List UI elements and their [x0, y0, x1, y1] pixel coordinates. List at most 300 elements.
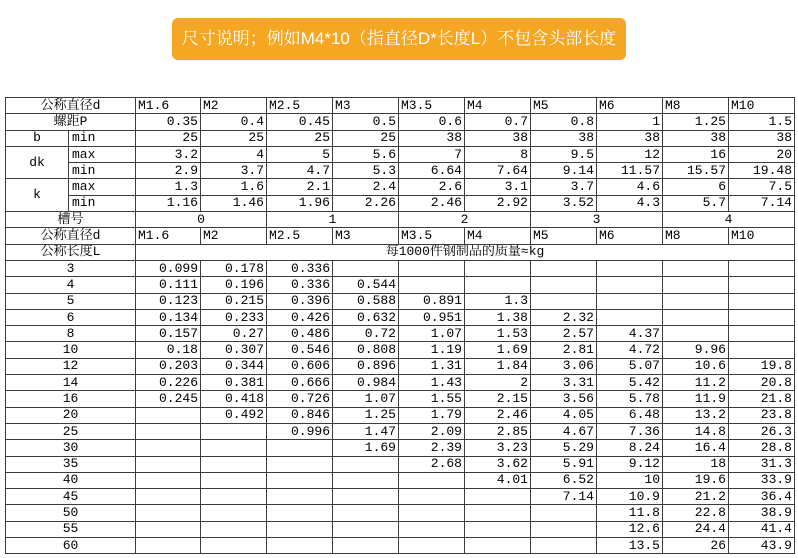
- b-min-value: 25: [136, 130, 201, 146]
- length-value: 10: [6, 342, 136, 358]
- weight-value: 1.43: [399, 375, 465, 391]
- b-min-value: 25: [267, 130, 333, 146]
- k-min-value: 4.3: [597, 195, 663, 211]
- weight-value: [531, 505, 597, 521]
- k-min-value: 2.92: [465, 195, 531, 211]
- pitch-value: 0.4: [201, 114, 267, 130]
- weight-value: 1.69: [333, 440, 399, 456]
- weight-value: 0.27: [201, 326, 267, 342]
- dk-max-value: 5: [267, 146, 333, 162]
- weight-value: 5.07: [597, 358, 663, 374]
- weight-row: [6, 358, 795, 374]
- length-value: 6: [6, 309, 136, 325]
- weight-value: 31.3: [729, 456, 795, 472]
- weight-value: 0.123: [136, 293, 201, 309]
- weight-value: 0.178: [201, 260, 267, 276]
- weight-value: [729, 342, 795, 358]
- size-note-banner: [172, 18, 626, 60]
- b-min-value: 38: [465, 130, 531, 146]
- dk-max-value: 7: [399, 146, 465, 162]
- weight-value: [136, 423, 201, 439]
- slot-number: 1: [267, 212, 399, 228]
- weight-value: [399, 472, 465, 488]
- weight-value: 10.9: [597, 489, 663, 505]
- weight-value: [136, 538, 201, 554]
- dk-max-value: 20: [729, 146, 795, 162]
- length-value: 60: [6, 538, 136, 554]
- slot-label: 槽号: [6, 212, 136, 228]
- weight-value: 28.8: [729, 440, 795, 456]
- weight-value: [267, 440, 333, 456]
- weight-value: 0.984: [333, 375, 399, 391]
- weight-value: [333, 456, 399, 472]
- weight-value: 10: [597, 472, 663, 488]
- weight-value: [399, 521, 465, 537]
- weight-value: 0.492: [201, 407, 267, 423]
- b-min-value: 25: [201, 130, 267, 146]
- dk-min-value: 3.7: [201, 163, 267, 179]
- weight-value: [531, 521, 597, 537]
- weight-row: [6, 326, 795, 342]
- weight-value: 0.726: [267, 391, 333, 407]
- weight-value: [531, 277, 597, 293]
- weight-value: 0.896: [333, 358, 399, 374]
- length-value: 20: [6, 407, 136, 423]
- diameter-header-row-2: [6, 228, 795, 244]
- dk-min-value: 7.64: [465, 163, 531, 179]
- weight-row: [6, 407, 795, 423]
- weight-value: 3.62: [465, 456, 531, 472]
- weight-value: 5.78: [597, 391, 663, 407]
- weight-value: 21.8: [729, 391, 795, 407]
- weight-row: [6, 472, 795, 488]
- weight-value: 7.14: [531, 489, 597, 505]
- weight-row: [6, 521, 795, 537]
- b-min-value: 25: [333, 130, 399, 146]
- weight-value: 3.56: [531, 391, 597, 407]
- dk-min-value: 5.3: [333, 163, 399, 179]
- size-label: M4: [465, 228, 531, 244]
- k-min-value: 2.26: [333, 195, 399, 211]
- weight-value: 19.6: [663, 472, 729, 488]
- weight-row: [6, 309, 795, 325]
- weight-value: [597, 309, 663, 325]
- weight-value: 0.486: [267, 326, 333, 342]
- weight-value: [597, 260, 663, 276]
- weight-value: [201, 505, 267, 521]
- dk-min-value: 15.57: [663, 163, 729, 179]
- weight-value: [267, 456, 333, 472]
- size-label: M2: [201, 228, 267, 244]
- size-label: M5: [531, 228, 597, 244]
- weight-value: 2.81: [531, 342, 597, 358]
- weight-value: 2.68: [399, 456, 465, 472]
- weight-value: [399, 505, 465, 521]
- k-max-value: 1.6: [201, 179, 267, 195]
- size-label: M2: [201, 98, 267, 114]
- dk-max-row: [6, 146, 795, 162]
- length-value: 40: [6, 472, 136, 488]
- weight-value: 22.8: [663, 505, 729, 521]
- b-min-value: 38: [729, 130, 795, 146]
- weight-value: 1.25: [333, 407, 399, 423]
- weight-value: 13.2: [663, 407, 729, 423]
- length-value: 45: [6, 489, 136, 505]
- dk-min-row: [6, 163, 795, 179]
- weight-value: [201, 521, 267, 537]
- dk-max-value: 3.2: [136, 146, 201, 162]
- weight-value: 1.55: [399, 391, 465, 407]
- size-label: M8: [663, 228, 729, 244]
- weight-value: [663, 260, 729, 276]
- size-label: M6: [597, 228, 663, 244]
- k-min-label: min: [69, 195, 136, 211]
- weight-value: 23.8: [729, 407, 795, 423]
- weight-value: [136, 407, 201, 423]
- k-min-value: 7.14: [729, 195, 795, 211]
- weight-value: 1.19: [399, 342, 465, 358]
- weight-value: 6.52: [531, 472, 597, 488]
- b-min-row: [6, 130, 795, 146]
- weight-row: [6, 293, 795, 309]
- weight-value: 0.245: [136, 391, 201, 407]
- weight-value: [399, 277, 465, 293]
- weight-value: [201, 489, 267, 505]
- size-label: M5: [531, 98, 597, 114]
- length-value: 3: [6, 260, 136, 276]
- weight-row: [6, 538, 795, 554]
- weight-value: 0.336: [267, 260, 333, 276]
- k-max-value: 2.6: [399, 179, 465, 195]
- size-label: M1.6: [136, 98, 201, 114]
- weight-value: 1.3: [465, 293, 531, 309]
- weight-value: 11.9: [663, 391, 729, 407]
- k-max-row: [6, 179, 795, 195]
- k-max-value: 3.1: [465, 179, 531, 195]
- weight-value: [597, 293, 663, 309]
- weight-value: [267, 521, 333, 537]
- weight-value: 0.891: [399, 293, 465, 309]
- pitch-row: [6, 114, 795, 130]
- k-max-value: 4.6: [597, 179, 663, 195]
- weight-value: 41.4: [729, 521, 795, 537]
- weight-row: [6, 277, 795, 293]
- weight-value: 33.9: [729, 472, 795, 488]
- weight-value: 0.336: [267, 277, 333, 293]
- dk-min-value: 9.14: [531, 163, 597, 179]
- weight-value: [399, 489, 465, 505]
- dk-max-value: 12: [597, 146, 663, 162]
- weight-value: 19.8: [729, 358, 795, 374]
- weight-value: 13.5: [597, 538, 663, 554]
- weight-value: 0.396: [267, 293, 333, 309]
- weight-value: 3.06: [531, 358, 597, 374]
- b-min-value: 38: [399, 130, 465, 146]
- weight-value: 18: [663, 456, 729, 472]
- dk-min-value: 6.64: [399, 163, 465, 179]
- weight-value: [333, 260, 399, 276]
- weight-value: [465, 505, 531, 521]
- weight-value: 5.91: [531, 456, 597, 472]
- length-value: 50: [6, 505, 136, 521]
- pitch-value: 0.5: [333, 114, 399, 130]
- k-max-value: 7.5: [729, 179, 795, 195]
- weight-value: 16.4: [663, 440, 729, 456]
- length-value: 25: [6, 423, 136, 439]
- k-min-row: [6, 195, 795, 211]
- weight-value: 0.72: [333, 326, 399, 342]
- weight-value: [531, 293, 597, 309]
- slot-row: [6, 212, 795, 228]
- length-value: 35: [6, 456, 136, 472]
- k-min-value: 1.16: [136, 195, 201, 211]
- weight-value: 9.12: [597, 456, 663, 472]
- b-min-value: 38: [531, 130, 597, 146]
- dk-max-value: 5.6: [333, 146, 399, 162]
- weight-value: [663, 309, 729, 325]
- dk-max-value: 8: [465, 146, 531, 162]
- weight-value: [136, 505, 201, 521]
- weight-value: 2.46: [465, 407, 531, 423]
- weight-value: 2.32: [531, 309, 597, 325]
- weight-value: 3.31: [531, 375, 597, 391]
- weight-value: [465, 489, 531, 505]
- k-max-value: 2.1: [267, 179, 333, 195]
- size-label: M10: [729, 228, 795, 244]
- slot-number: 2: [399, 212, 531, 228]
- weight-value: 38.9: [729, 505, 795, 521]
- b-min-label: min: [69, 130, 136, 146]
- weight-value: [136, 440, 201, 456]
- weight-value: [267, 489, 333, 505]
- weight-value: 1.07: [399, 326, 465, 342]
- dk-label: dk: [6, 146, 69, 179]
- weight-value: 0.344: [201, 358, 267, 374]
- slot-number: 0: [136, 212, 267, 228]
- weight-value: [267, 538, 333, 554]
- weight-value: 2.15: [465, 391, 531, 407]
- weight-value: 0.606: [267, 358, 333, 374]
- weight-value: 0.381: [201, 375, 267, 391]
- weight-value: [531, 538, 597, 554]
- k-min-value: 5.7: [663, 195, 729, 211]
- weight-value: 0.588: [333, 293, 399, 309]
- weight-value: [465, 277, 531, 293]
- weight-value: [201, 456, 267, 472]
- weight-value: 0.632: [333, 309, 399, 325]
- weight-value: 24.4: [663, 521, 729, 537]
- size-label: M3.5: [399, 98, 465, 114]
- weight-value: 0.099: [136, 260, 201, 276]
- weight-value: [729, 277, 795, 293]
- pitch-value: 0.6: [399, 114, 465, 130]
- size-label: M10: [729, 98, 795, 114]
- weight-row: [6, 391, 795, 407]
- weight-value: 8.24: [597, 440, 663, 456]
- weight-value: 11.8: [597, 505, 663, 521]
- length-value: 55: [6, 521, 136, 537]
- dk-max-value: 4: [201, 146, 267, 162]
- dk-min-label: min: [69, 163, 136, 179]
- weight-value: 3.23: [465, 440, 531, 456]
- diameter-label: 公称直径d: [6, 228, 136, 244]
- size-note-text: 尺寸说明；例如M4*10（指直径D*长度L）不包含头部长度: [181, 29, 617, 48]
- k-max-value: 6: [663, 179, 729, 195]
- weight-value: 0.666: [267, 375, 333, 391]
- weight-value: 11.2: [663, 375, 729, 391]
- k-min-value: 1.96: [267, 195, 333, 211]
- weight-value: 0.996: [267, 423, 333, 439]
- slot-number: 3: [531, 212, 663, 228]
- weight-value: 12.6: [597, 521, 663, 537]
- size-label: M3: [333, 98, 399, 114]
- size-label: M3.5: [399, 228, 465, 244]
- size-label: M2.5: [267, 228, 333, 244]
- weight-value: [333, 505, 399, 521]
- weight-value: 0.134: [136, 309, 201, 325]
- weight-value: [201, 423, 267, 439]
- weight-value: 4.37: [597, 326, 663, 342]
- weight-row: [6, 375, 795, 391]
- weight-value: [729, 260, 795, 276]
- dk-max-value: 9.5: [531, 146, 597, 162]
- pitch-value: 0.35: [136, 114, 201, 130]
- weight-value: 2.85: [465, 423, 531, 439]
- weight-value: [399, 538, 465, 554]
- weight-value: [136, 489, 201, 505]
- weight-value: 4.67: [531, 423, 597, 439]
- weight-value: 5.42: [597, 375, 663, 391]
- k-min-value: 2.46: [399, 195, 465, 211]
- pitch-value: 1: [597, 114, 663, 130]
- size-label: M4: [465, 98, 531, 114]
- weight-value: [465, 521, 531, 537]
- weight-value: 0.18: [136, 342, 201, 358]
- weight-value: 0.418: [201, 391, 267, 407]
- size-label: M2.5: [267, 98, 333, 114]
- dk-max-label: max: [69, 146, 136, 162]
- weight-value: 2.57: [531, 326, 597, 342]
- length-header-row: [6, 244, 795, 260]
- weight-value: 0.215: [201, 293, 267, 309]
- size-label: M1.6: [136, 228, 201, 244]
- weight-value: 0.307: [201, 342, 267, 358]
- size-label: M6: [597, 98, 663, 114]
- weight-value: [333, 521, 399, 537]
- weight-value: 36.4: [729, 489, 795, 505]
- weight-value: [201, 472, 267, 488]
- weight-value: 0.196: [201, 277, 267, 293]
- weight-value: 1.31: [399, 358, 465, 374]
- weight-value: [663, 293, 729, 309]
- weight-value: 0.157: [136, 326, 201, 342]
- weight-value: 5.29: [531, 440, 597, 456]
- weight-value: [267, 472, 333, 488]
- weight-value: 26: [663, 538, 729, 554]
- weight-value: [136, 472, 201, 488]
- weight-value: 4.05: [531, 407, 597, 423]
- dk-min-value: 19.48: [729, 163, 795, 179]
- weight-value: [729, 309, 795, 325]
- weight-value: [267, 505, 333, 521]
- weight-value: [399, 260, 465, 276]
- weight-value: 0.426: [267, 309, 333, 325]
- weight-row: [6, 423, 795, 439]
- k-max-value: 3.7: [531, 179, 597, 195]
- b-label: b: [6, 130, 69, 146]
- weight-value: 0.111: [136, 277, 201, 293]
- weight-value: [663, 326, 729, 342]
- length-value: 16: [6, 391, 136, 407]
- weight-row: [6, 456, 795, 472]
- weight-value: 2: [465, 375, 531, 391]
- weight-value: 0.546: [267, 342, 333, 358]
- weight-value: 1.47: [333, 423, 399, 439]
- weight-value: [201, 440, 267, 456]
- weight-value: [333, 489, 399, 505]
- weight-row: [6, 489, 795, 505]
- pitch-value: 1.5: [729, 114, 795, 130]
- screw-spec-table: [5, 97, 795, 554]
- weight-value: [531, 260, 597, 276]
- weight-value: 0.544: [333, 277, 399, 293]
- length-value: 14: [6, 375, 136, 391]
- length-value: 12: [6, 358, 136, 374]
- k-min-value: 1.46: [201, 195, 267, 211]
- dk-min-value: 4.7: [267, 163, 333, 179]
- length-value: 4: [6, 277, 136, 293]
- weight-row: [6, 342, 795, 358]
- weight-row: [6, 260, 795, 276]
- weight-value: 0.226: [136, 375, 201, 391]
- weight-value: 14.8: [663, 423, 729, 439]
- weight-value: [465, 260, 531, 276]
- weight-value: [729, 293, 795, 309]
- weight-value: 21.2: [663, 489, 729, 505]
- weight-value: [136, 521, 201, 537]
- weight-value: 1.38: [465, 309, 531, 325]
- dk-min-value: 11.57: [597, 163, 663, 179]
- dk-max-value: 16: [663, 146, 729, 162]
- length-value: 8: [6, 326, 136, 342]
- length-value: 30: [6, 440, 136, 456]
- weight-value: 6.48: [597, 407, 663, 423]
- pitch-value: 0.8: [531, 114, 597, 130]
- b-min-value: 38: [597, 130, 663, 146]
- weight-value: 1.84: [465, 358, 531, 374]
- slot-number: 4: [663, 212, 795, 228]
- weight-value: [597, 277, 663, 293]
- weight-value: [663, 277, 729, 293]
- k-max-label: max: [69, 179, 136, 195]
- weight-value: 0.951: [399, 309, 465, 325]
- weight-value: 43.9: [729, 538, 795, 554]
- weight-value: 2.09: [399, 423, 465, 439]
- weight-value: [333, 538, 399, 554]
- b-min-value: 38: [663, 130, 729, 146]
- weight-value: 26.3: [729, 423, 795, 439]
- weight-value: 1.79: [399, 407, 465, 423]
- weight-value: [729, 326, 795, 342]
- weight-value: [465, 538, 531, 554]
- k-max-value: 2.4: [333, 179, 399, 195]
- weight-caption: 每1000件钢制品的质量≈kg: [136, 244, 795, 260]
- weight-value: [333, 472, 399, 488]
- dk-min-value: 2.9: [136, 163, 201, 179]
- weight-value: [136, 456, 201, 472]
- size-label: M3: [333, 228, 399, 244]
- weight-value: 0.846: [267, 407, 333, 423]
